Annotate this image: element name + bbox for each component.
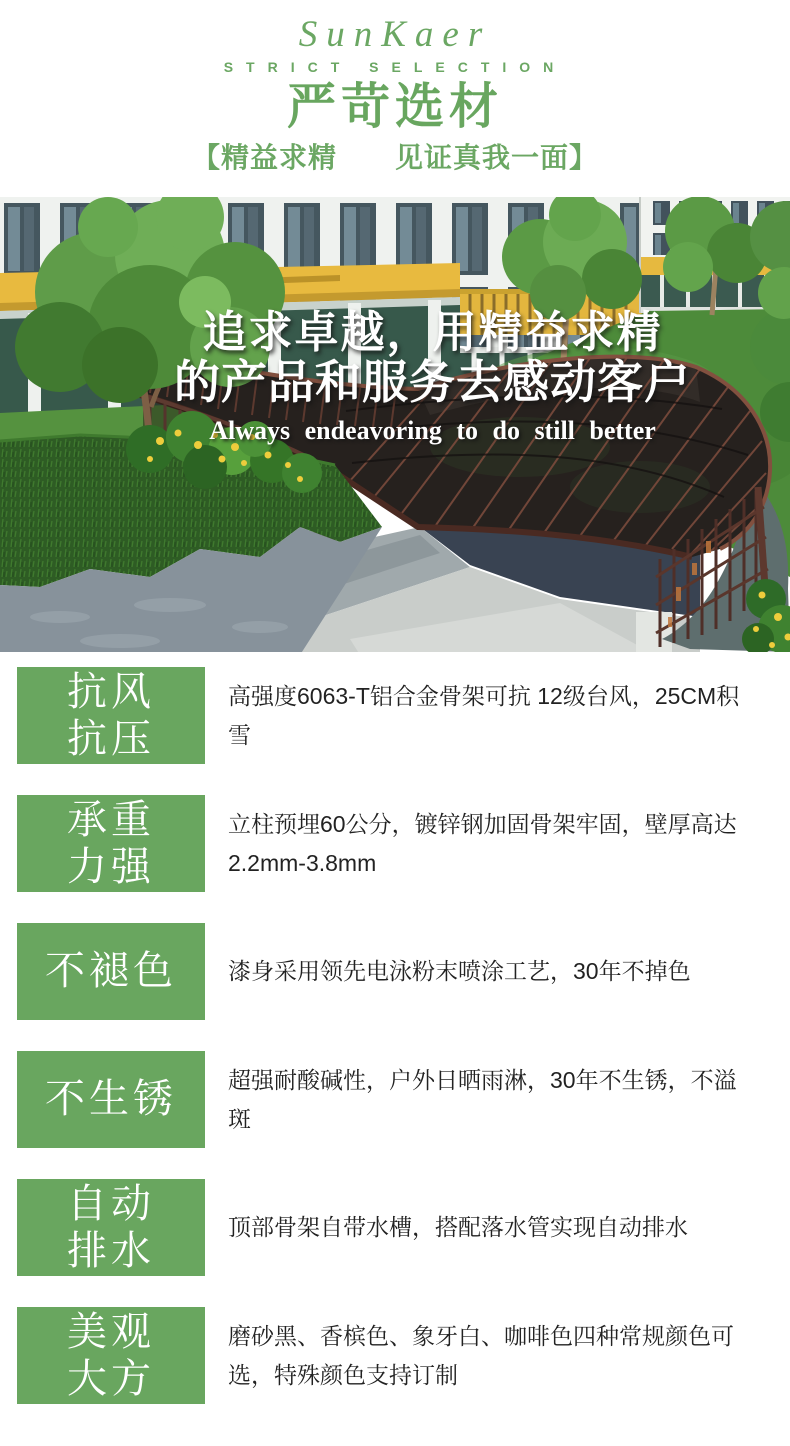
retaining-wall-pillar-right xyxy=(636,612,672,652)
feature-row-beautiful xyxy=(17,1307,790,1404)
feature-badge xyxy=(17,923,205,1020)
feature-row-auto-drain xyxy=(17,1179,790,1276)
feature-row-windproof xyxy=(17,667,790,764)
feature-badge xyxy=(17,1051,205,1148)
feature-description: 磨砂黑、香槟色、象牙白、咖啡色四种常规颜色可选，特殊颜色支持订制 xyxy=(228,1322,734,1388)
feature-badge xyxy=(17,1307,205,1404)
feature-description: 漆身采用领先电泳粉末喷涂工艺，30年不掉色 xyxy=(228,958,691,984)
brand-logo: SunKaer xyxy=(298,14,492,55)
feature-description: 立柱预埋60公分，镀锌钢加固骨架牢固，壁厚高达2.2mm-3.8mm xyxy=(228,810,737,876)
hero-image xyxy=(0,197,790,652)
feature-row-no-fading xyxy=(17,923,790,1020)
feature-badge-label: 承重 xyxy=(67,797,155,842)
hero-slogan-line3: Always endeavoring to do still better xyxy=(209,416,656,446)
feature-list xyxy=(0,652,790,1446)
feature-badge xyxy=(17,795,205,892)
feature-row-load-bearing xyxy=(17,795,790,892)
feature-badge-label: 美观 xyxy=(67,1309,155,1354)
feature-badge-label: 力强 xyxy=(67,844,155,889)
hero-slogan xyxy=(85,309,780,446)
feature-badge-label: 大方 xyxy=(67,1356,155,1401)
feature-description: 超强耐酸碱性，户外日晒雨淋，30年不生锈，不溢斑 xyxy=(228,1066,737,1132)
feature-badge-label: 抗风 xyxy=(67,669,155,714)
feature-description: 顶部骨架自带水槽，搭配落水管实现自动排水 xyxy=(228,1214,688,1240)
hero-slogan-line2: 的产品和服务去感动客户 xyxy=(174,357,691,409)
section-subtitle: 【精益求精 见证真我一面】 xyxy=(191,141,598,173)
feature-badge-label: 排水 xyxy=(67,1228,155,1273)
feature-badge xyxy=(17,1179,205,1276)
feature-description: 高强度6063-T铝合金骨架可抗 12级台风，25CM积雪 xyxy=(228,682,740,748)
feature-row-no-rust xyxy=(17,1051,790,1148)
feature-badge xyxy=(17,667,205,764)
brand-tagline: STRICT SELECTION xyxy=(223,58,567,75)
feature-badge-label: 自动 xyxy=(67,1181,155,1226)
feature-badge-label: 不褪色 xyxy=(45,949,177,993)
hero-slogan-line1: 追求卓越，用精益求精 xyxy=(202,308,663,357)
header-section xyxy=(0,0,790,197)
section-title: 严苛选材 xyxy=(286,78,503,134)
feature-badge-label: 抗压 xyxy=(67,716,155,761)
feature-badge-label: 不生锈 xyxy=(45,1077,177,1121)
